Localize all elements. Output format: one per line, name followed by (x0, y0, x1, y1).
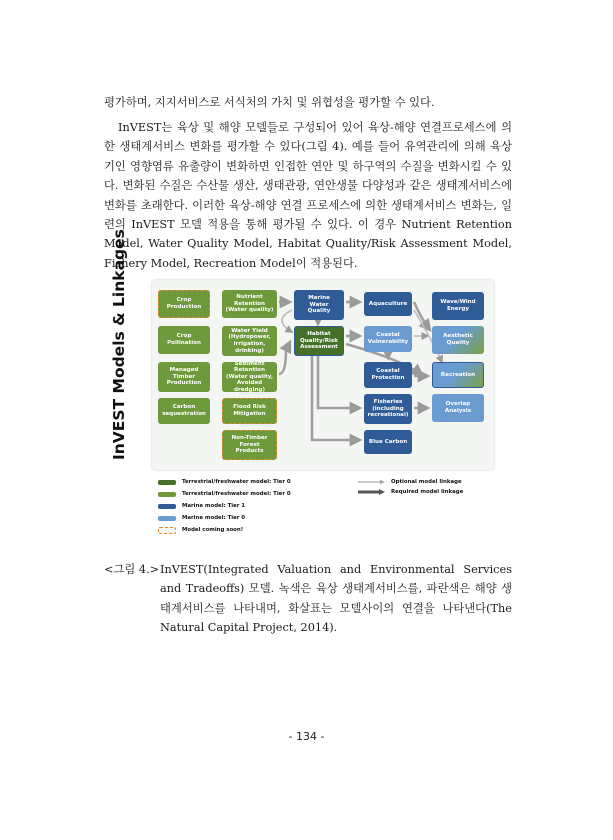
legend-swatch (158, 516, 176, 521)
node-sediment-retention: Sediment Retention (Water quality, Avoided dredging) (222, 362, 277, 392)
figure-legend (152, 478, 492, 538)
node-water-yield: Water Yield (Hydropower, irrigation, drinking) (222, 326, 277, 356)
legend-swatch (158, 504, 176, 509)
invest-diagram-panel (152, 280, 494, 470)
legend-terrestrial-tier0-a (158, 478, 291, 486)
legend-swatch (158, 527, 176, 534)
legend-terrestrial-tier0-b (158, 490, 291, 498)
legend-swatch (158, 480, 176, 485)
node-crop-production: Crop Production (158, 290, 210, 318)
figure-side-title (104, 229, 134, 462)
legend-marine-tier0 (158, 514, 245, 522)
page-number: - 134 - (288, 730, 325, 743)
caption-label: <그림 4.> (104, 563, 160, 576)
node-coastal-vulnerability: Coastal Vulnerability (364, 326, 412, 352)
node-managed-timber: Managed Timber Production (158, 362, 210, 392)
body-paragraph-1: 평가하며, 지지서비스로 서식처의 가치 및 위협성을 평가할 수 있다. (104, 96, 435, 109)
node-habitat-quality: Habitat Quality/Risk Assessment (294, 326, 344, 356)
legend-label: Optional model linkage (391, 479, 462, 485)
legend-required-linkage (358, 488, 463, 496)
node-non-timber: Non-Timber Forest Products (222, 430, 277, 460)
legend-label: Marine model: Tier 0 (182, 515, 246, 521)
node-fisheries: Fisheries (including recreational) (364, 394, 412, 424)
legend-label: Marine model: Tier 1 (182, 503, 246, 509)
arrow-optional-1 (282, 310, 292, 332)
required-arrow-icon (358, 489, 386, 495)
node-nutrient-retention: Nutrient Retention (Water quality) (222, 290, 277, 318)
legend-coming-soon (158, 526, 243, 534)
body-paragraph-2: InVEST는 육상 및 해양 모델들로 구성되어 있어 육상-해양 연결프로세스에 의한 생태계서비스 변화를 평가할 수 있다(그림 4). 예를 들어 유역관리에 의해 육상기인 영향염류 유출량이 변화하면 인접한 연안 및 하구역의 수질을 변화시킬 수 있다. 변화된 수질은 수산물 생산, 생태관광, 연안생물 다양성과 같은 생태계서비스에 변화를 초래한다. 이러한 육상-해양 연결 프로세스에 의한 생태계서비스 변화는, 일련의 InVEST 모델 적용을 통해 평가될 수 있다. 이 경우 Nutrient Retention Model, Water Quality Model, Habitat Quality/Risk Assessment Model, Fishery Model, Recreation Model이 적용된다. (104, 121, 512, 270)
arrow-aquaculture-to-aesthetic (414, 302, 430, 330)
legend-label: Required model linkage (391, 489, 464, 495)
node-aesthetic-quality: Aesthetic Quality (432, 326, 484, 354)
node-recreation: Recreation (432, 362, 484, 388)
legend-label: Model coming soon! (182, 527, 244, 533)
node-wave-wind-energy: Wave/Wind Energy (432, 292, 484, 320)
node-overlap-analysis: Overlap Analysis (432, 394, 484, 422)
caption-text: InVEST(Integrated Valuation and Environmental Services and Tradeoffs) 모델. 녹색은 육상 생태계서비스를, 파란색은 해양 생태계서비스를 나타내며, 화살표는 모델사이의 연결을 나타낸다(The Natural Capital Project, 2014). (160, 563, 512, 635)
node-carbon-sequestration: Carbon sequestration (158, 398, 210, 424)
node-marine-water-quality: Marine Water Quality (294, 290, 344, 320)
node-blue-carbon: Blue Carbon (364, 430, 412, 454)
figure-side-title-text: InVEST Models & Linkages (110, 229, 128, 460)
arrow-habitat-to-fisheries (318, 356, 360, 408)
legend-marine-tier1 (158, 502, 245, 510)
legend-optional-linkage (358, 478, 462, 486)
legend-label: Terrestrial/freshwater model: Tier 0 (182, 479, 291, 485)
node-crop-pollination: Crop Pollination (158, 326, 210, 354)
legend-label: Terrestrial/freshwater model: Tier 0 (182, 491, 291, 497)
node-coastal-protection: Coastal Protection (364, 362, 412, 388)
node-aquaculture: Aquaculture (364, 292, 412, 316)
node-flood-risk: Flood Risk Mitigation (222, 398, 277, 424)
arrow-sediment-to-habitat (279, 342, 290, 374)
optional-arrow-icon (358, 479, 386, 485)
legend-swatch (158, 492, 176, 497)
